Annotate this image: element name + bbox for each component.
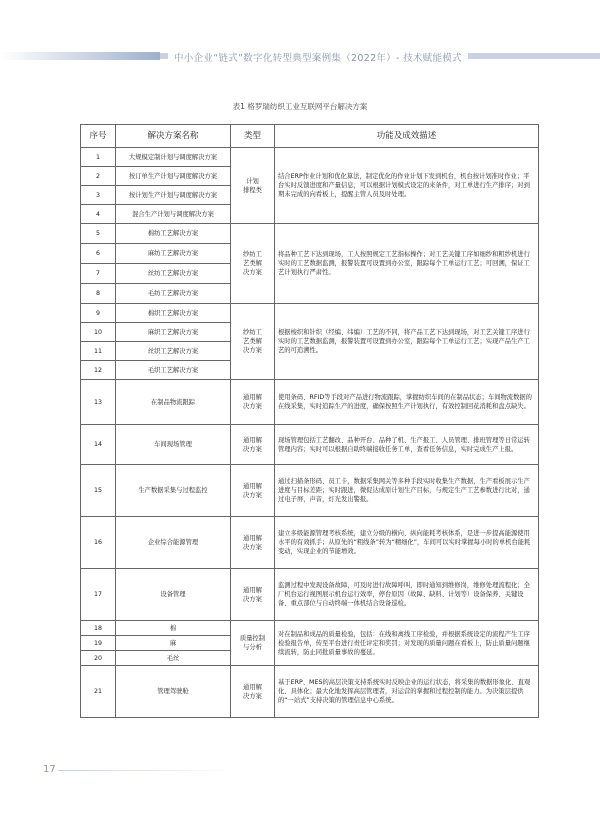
row-num: 6 bbox=[81, 244, 116, 264]
row-name: 设备管理 bbox=[116, 569, 231, 621]
row-name: 丝纺工艺解决方案 bbox=[116, 264, 231, 284]
row-name: 麻纺工艺解决方案 bbox=[116, 244, 231, 264]
table-row bbox=[81, 621, 539, 636]
col-header-num: 序号 bbox=[81, 125, 116, 148]
row-name: 混合生产计划与调度解决方案 bbox=[116, 205, 231, 224]
row-desc: 现场管理包括工艺翻改、品种开台、品种了机、生产报工、人员管理、排班管理等日常运转管理内容；实时可以根据自助终端接收任务工单，查看任务信息，实时完成生产上报。 bbox=[275, 425, 539, 465]
table-row bbox=[81, 148, 539, 167]
table-row bbox=[81, 465, 539, 517]
row-num: 10 bbox=[81, 323, 116, 342]
header-title: 中小企业“链式”数字化转型典型案例集（2022年）- 技术赋能模式 bbox=[168, 50, 468, 64]
row-name: 大规模定制计划与调度解决方案 bbox=[116, 148, 231, 167]
row-num: 13 bbox=[81, 380, 116, 425]
row-name: 管理驾驶舱 bbox=[116, 666, 231, 718]
row-name: 车间现场管理 bbox=[116, 425, 231, 465]
col-header-name: 解决方案名称 bbox=[116, 125, 231, 148]
row-name: 按计划生产计划与调度解决方案 bbox=[116, 186, 231, 205]
table-caption: 表1 格罗瑞纺织工业互联网平台解决方案 bbox=[232, 102, 368, 111]
row-num: 4 bbox=[81, 205, 116, 224]
row-num: 19 bbox=[81, 636, 116, 651]
row-num: 18 bbox=[81, 621, 116, 636]
row-desc: 监测过程中发现设备故障，可及时进行故障呼叫，即时通知到维修岗，维修处理流程化；全厂机台运行视图展示机台运行效率，停台原因（故障、缺料、计划等）设备保养、关键设备、重点部位与自动终端一体机结合设备巡检。 bbox=[275, 569, 539, 621]
table-row bbox=[81, 304, 539, 323]
header-gradient bbox=[0, 52, 160, 60]
row-name: 毛纺工艺解决方案 bbox=[116, 284, 231, 304]
row-num: 16 bbox=[81, 517, 116, 569]
row-name: 毛织工艺解决方案 bbox=[116, 361, 231, 380]
table-row bbox=[81, 224, 539, 244]
row-num: 20 bbox=[81, 651, 116, 666]
row-num: 11 bbox=[81, 342, 116, 361]
row-desc: 基于ERP、MES的高层决策支持系统实时反映企业的运行状态，将采集的数据形象化、直观化、具体化；最大化地发挥高层管理者，对运营的掌握和过程控制的能力。为决策层提供的“一站式”支持决策的管理信息中心系统。 bbox=[275, 666, 539, 718]
table-row bbox=[81, 666, 539, 718]
row-type: 质量控制 与分析 bbox=[231, 621, 275, 666]
row-num: 5 bbox=[81, 224, 116, 244]
table-row bbox=[81, 380, 539, 425]
table-row bbox=[81, 517, 539, 569]
row-name: 生产数据采集与过程监控 bbox=[116, 465, 231, 517]
row-num: 3 bbox=[81, 186, 116, 205]
row-num: 14 bbox=[81, 425, 116, 465]
col-header-desc: 功能及成效描述 bbox=[275, 125, 539, 148]
row-num: 17 bbox=[81, 569, 116, 621]
row-desc: 使用条码、RFID等手段对产品进行物流跟踪，掌握纺织车间的在制品状态；车间物流数据的在线采集，实时追踪生产的进度，确保按照生产计划执行，有效控制回花消耗和盘点缺失。 bbox=[275, 380, 539, 425]
table-row bbox=[81, 569, 539, 621]
row-desc: 结合ERP作业计划和优化算法，制定优化的作业计划下发到机台，机台按计划准时作业；平台实时反馈进度和产量信息，可以根据计划模式设定的来条件，对工单进行生产排序；对到期未完成的向看板上，提醒主管人员及时处理。 bbox=[275, 148, 539, 224]
solutions-table bbox=[80, 124, 539, 718]
row-type: 通用解 决方案 bbox=[231, 569, 275, 621]
row-name: 丝织工艺解决方案 bbox=[116, 342, 231, 361]
row-name: 麻 bbox=[116, 636, 231, 651]
row-num: 1 bbox=[81, 148, 116, 167]
row-num: 2 bbox=[81, 167, 116, 186]
page-number: 17 bbox=[43, 764, 56, 775]
row-name: 按订单生产计划与调度解决方案 bbox=[116, 167, 231, 186]
row-name: 在制品物流跟踪 bbox=[116, 380, 231, 425]
row-type: 通用解 决方案 bbox=[231, 465, 275, 517]
col-header-type: 类型 bbox=[231, 125, 275, 148]
row-type: 通用解 决方案 bbox=[231, 666, 275, 718]
table-row bbox=[81, 425, 539, 465]
table-header-row bbox=[81, 125, 539, 148]
row-num: 15 bbox=[81, 465, 116, 517]
row-num: 21 bbox=[81, 666, 116, 718]
footer-line bbox=[58, 770, 238, 771]
row-num: 7 bbox=[81, 264, 116, 284]
row-name: 棉纺工艺解决方案 bbox=[116, 224, 231, 244]
row-type: 纱纺工 艺类解 决方案 bbox=[231, 304, 275, 380]
row-type: 通用解 决方案 bbox=[231, 517, 275, 569]
row-type: 通用解 决方案 bbox=[231, 425, 275, 465]
row-num: 8 bbox=[81, 284, 116, 304]
row-num: 9 bbox=[81, 304, 116, 323]
row-type: 计划 排程类 bbox=[231, 148, 275, 224]
row-name: 毛丝 bbox=[116, 651, 231, 666]
row-desc: 根据梭织和针织（经编、纬编）工艺的不同，将产品工艺下达到现场，对工艺关键工序进行实时的工艺数据监测，报警装置可设置到办公室，跟踪每个工单运行工艺；实现产品生产工艺的可追溯性。 bbox=[275, 304, 539, 380]
row-name: 棉 bbox=[116, 621, 231, 636]
row-desc: 对在制品和成品的质量检验，包括：在线和离线工序检验，并根据系统设定的流程产生工序检验报告单，传至平台进行责任评定和奖罚；对发现的质量问题在看板上，防止质量问题继续流转，防止同批质量事故的蔓延。 bbox=[275, 621, 539, 666]
row-type: 纱纺工 艺类解 决方案 bbox=[231, 224, 275, 304]
row-name: 棉织工艺解决方案 bbox=[116, 304, 231, 323]
row-desc: 通过扫描条形码、员工卡，数据采集网关等多种手段实时收集生产数据，生产看板展示生产进度与目标差距；实时跟进，微促达成原计划生产目标，与规定生产工艺参数进行比对，通过电子屏，声音，灯光发出警报。 bbox=[275, 465, 539, 517]
row-desc: 将品种工艺下达到现场，工人按照规定工艺指标操作；对工艺关键工序如细纱和粗纱机进行实时的工艺数据监测，报警装置可设置到办公室，跟踪每个工单运行工艺；可回溯，保证工艺计划执行严肃性。 bbox=[275, 224, 539, 304]
row-name: 企业综合能源管理 bbox=[116, 517, 231, 569]
row-num: 12 bbox=[81, 361, 116, 380]
row-desc: 建立多级能源管理考核系统，建立分级的横向、纵向能耗考核体系，是进一步提高能源使用水平的有效抓手；从原先的“粗线条”转为“精细化”，车间可以实时掌握每小时的单机台能耗变动，实现企业的节能增效。 bbox=[275, 517, 539, 569]
row-name: 麻织工艺解决方案 bbox=[116, 323, 231, 342]
row-type: 通用解 决方案 bbox=[231, 380, 275, 425]
